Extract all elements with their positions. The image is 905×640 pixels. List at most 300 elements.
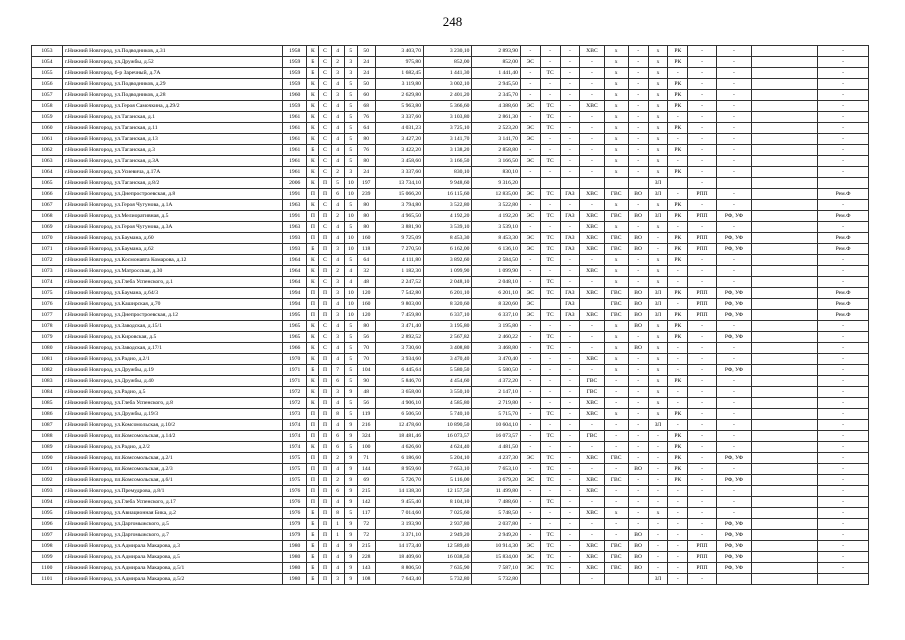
table-cell: - [560,398,580,409]
table-cell: - [688,530,717,541]
table-cell: х [648,277,668,288]
table-cell: - [668,398,688,409]
table-cell: - [668,222,688,233]
table-cell: 4 [331,497,344,508]
table-cell: - [628,442,648,453]
row-number-cell: 1069 [32,222,63,233]
table-cell [752,233,818,244]
table-cell: 50 [357,79,375,90]
table-cell: П [307,211,319,222]
table-cell: 8 453,30 [423,233,471,244]
table-cell: - [818,365,869,376]
table-cell: ХВС [580,486,604,497]
table-row [32,365,869,376]
table-cell: - [560,409,580,420]
table-cell: 1991 [283,189,307,200]
address-cell: г.Нижний Новгород, ул.Дружбы, д.19 [62,365,282,376]
table-cell: 3 892,60 [423,255,471,266]
table-cell: РПП [688,563,717,574]
table-cell: 80 [357,134,375,145]
table-cell: 2 719,80 [472,398,520,409]
table-cell: 10 [344,299,357,310]
table-cell: - [520,222,540,233]
table-cell: - [520,387,540,398]
table-cell: - [560,464,580,475]
address-cell: г.Нижний Новгород, ул.Даргомыжского, д.5 [62,519,282,530]
table-cell: 2 523,20 [472,123,520,134]
table-cell: х [648,200,668,211]
row-number-cell: 1100 [32,563,63,574]
table-cell [752,167,818,178]
table-cell: - [716,79,751,90]
table-cell: 10 [344,178,357,189]
table-cell: - [560,453,580,464]
table-cell: - [818,354,869,365]
table-cell: 3 141,70 [472,134,520,145]
table-cell: К [307,167,319,178]
table-cell: 2 247,52 [375,277,423,288]
table-cell: 7 542,80 [375,288,423,299]
table-cell: К [307,277,319,288]
table-cell: - [688,134,717,145]
table-cell: - [688,178,717,189]
table-cell: ХВС [580,288,604,299]
table-cell: - [668,365,688,376]
row-number-cell: 1056 [32,79,63,90]
table-cell: ТС [540,244,560,255]
table-cell: 1974 [283,442,307,453]
table-cell: - [716,68,751,79]
table-cell: - [628,266,648,277]
table-cell: 7 459,80 [375,310,423,321]
table-cell: 13 734,10 [375,178,423,189]
housing-register-table [31,45,869,585]
table-cell: ХВС [580,508,604,519]
table-cell: С [319,343,331,354]
table-cell: ГВС [604,233,628,244]
table-cell: 1980 [283,552,307,563]
table-cell: - [688,387,717,398]
table-cell: х [648,321,668,332]
table-cell: 1975 [283,475,307,486]
table-cell: - [628,409,648,420]
table-cell: 14 138,30 [375,486,423,497]
table-cell: 9 [344,420,357,431]
table-cell: 100 [357,442,375,453]
table-cell: 1959 [283,68,307,79]
table-cell: - [520,343,540,354]
table-row [32,211,869,222]
table-cell: 4 192,20 [472,211,520,222]
table-cell: 1959 [283,57,307,68]
table-cell: 4 372,20 [472,376,520,387]
address-cell: г.Нижний Новгород, ул.Таганская, д.3А [62,156,282,167]
table-cell: РК [668,90,688,101]
table-cell: 4 111,80 [375,255,423,266]
table-cell [752,354,818,365]
table-cell: - [540,57,560,68]
table-cell: - [668,497,688,508]
table-cell: РПП [688,310,717,321]
table-cell: х [648,79,668,90]
table-cell: - [580,123,604,134]
row-number-cell: 1062 [32,145,63,156]
table-cell: РПП [688,541,717,552]
table-cell: 9 [344,530,357,541]
table-cell: 1975 [283,464,307,475]
table-row [32,519,869,530]
table-cell: ХВС [580,211,604,222]
table-cell: 4 [344,266,357,277]
address-cell: г.Нижний Новгород, ул.Заводская, д.15/1 [62,321,282,332]
table-cell: РФ, УФ [716,365,751,376]
table-cell: х [604,354,628,365]
table-cell: Рем.Ф [818,189,869,200]
table-cell: 215 [357,486,375,497]
table-cell: - [668,266,688,277]
table-cell: РФ, УФ [716,541,751,552]
table-row [32,442,869,453]
table-cell: РК [668,464,688,475]
table-cell: С [319,112,331,123]
table-cell: х [648,508,668,519]
table-cell: - [628,200,648,211]
table-cell: - [540,354,560,365]
table-cell: - [716,167,751,178]
address-cell: г.Нижний Новгород, ул.Радио, д.2/1 [62,354,282,365]
row-number-cell: 1074 [32,277,63,288]
table-cell [752,211,818,222]
table-cell: - [818,200,869,211]
table-cell: - [628,255,648,266]
table-cell: ГАЗ [560,288,580,299]
address-cell: г.Нижний Новгород, ул.Героя Чугунова, д.1А [62,200,282,211]
table-cell: 4 [331,145,344,156]
table-cell: - [520,464,540,475]
table-cell: РК [668,244,688,255]
table-cell: ГВС [604,563,628,574]
table-cell: 197 [357,178,375,189]
table-cell: 4 [331,112,344,123]
table-cell: 4 [331,255,344,266]
address-cell: г.Нижний Новгород, ул.Подводников, д.31 [62,46,282,57]
table-cell: - [520,442,540,453]
table-cell: - [628,365,648,376]
table-cell: П [307,299,319,310]
table-cell [752,508,818,519]
table-cell: 7 270,50 [375,244,423,255]
table-cell: 6 506,50 [375,409,423,420]
table-cell: - [818,398,869,409]
table-cell: Рем.Ф [818,288,869,299]
table-cell: 3 195,80 [472,321,520,332]
table-cell: 6 201,10 [423,288,471,299]
table-cell: - [520,431,540,442]
table-cell: - [628,519,648,530]
table-cell: 76 [357,145,375,156]
table-cell: - [648,530,668,541]
table-cell: 1974 [283,420,307,431]
table-cell: - [716,343,751,354]
table-cell: - [688,145,717,156]
table-row [32,200,869,211]
table-cell: - [628,431,648,442]
table-cell [752,68,818,79]
table-cell: 4 [331,354,344,365]
table-cell: ГАЗ [560,244,580,255]
address-cell: г.Нижний Новгород, ул.Матросская, д.30 [62,266,282,277]
table-cell: х [604,57,628,68]
table-cell: 7 653,10 [423,464,471,475]
table-cell: - [604,398,628,409]
table-cell: 5 [344,101,357,112]
table-cell: 12 478,60 [375,420,423,431]
table-cell: 1961 [283,134,307,145]
table-cell: РПП [688,189,717,200]
table-cell: х [648,376,668,387]
table-cell: - [628,332,648,343]
table-cell: - [560,68,580,79]
table-cell: П [319,552,331,563]
table-cell: ТС [540,563,560,574]
table-cell: Рем.Ф [818,299,869,310]
table-cell: 1994 [283,299,307,310]
table-cell: РК [668,442,688,453]
table-cell: 1963 [283,222,307,233]
table-cell: П [319,431,331,442]
table-cell: 5 580,50 [423,365,471,376]
table-cell: Б [307,244,319,255]
table-cell: К [307,354,319,365]
table-cell: 3 522,80 [472,200,520,211]
table-cell: - [688,365,717,376]
table-cell: - [818,57,869,68]
table-cell: Б [307,552,319,563]
table-cell: ЭС [520,244,540,255]
table-cell: П [319,486,331,497]
table-cell: - [648,464,668,475]
table-cell: ХВС [580,475,604,486]
table-cell: - [668,563,688,574]
table-cell: П [307,233,319,244]
table-cell [752,244,818,255]
row-number-cell: 1089 [32,442,63,453]
table-cell: - [818,167,869,178]
table-cell: - [688,68,717,79]
table-cell: П [319,398,331,409]
table-cell: - [668,486,688,497]
table-cell: - [580,530,604,541]
table-cell: ТС [540,277,560,288]
table-cell: 6 [331,431,344,442]
table-cell: 3 794,80 [375,200,423,211]
table-cell: - [560,266,580,277]
table-cell: 5 [344,46,357,57]
table-cell: - [668,343,688,354]
table-row [32,145,869,156]
row-number-cell: 1072 [32,255,63,266]
table-cell: - [818,486,869,497]
table-cell: К [307,112,319,123]
table-cell: - [560,442,580,453]
table-cell: - [628,508,648,519]
table-cell: 8 959,60 [375,464,423,475]
table-cell: - [560,486,580,497]
table-cell: - [580,321,604,332]
table-cell: - [688,156,717,167]
table-row [32,486,869,497]
table-cell: - [560,497,580,508]
table-cell: - [688,266,717,277]
table-cell: К [307,266,319,277]
table-cell: 18 481,46 [375,431,423,442]
table-cell: - [648,442,668,453]
row-number-cell: 1080 [32,343,63,354]
table-cell: 9 [344,464,357,475]
row-number-cell: 1085 [32,398,63,409]
table-cell: 10 [344,189,357,200]
table-cell: - [560,167,580,178]
table-cell: ГАЗ [560,211,580,222]
table-cell [628,178,648,189]
address-cell: г.Нижний Новгород, ул.Подводников, д.28 [62,90,282,101]
table-cell: К [307,255,319,266]
table-cell: - [540,321,560,332]
table-cell: - [560,79,580,90]
table-cell: - [520,112,540,123]
table-cell: - [604,376,628,387]
table-cell: 5 [344,332,357,343]
table-cell: - [560,134,580,145]
table-cell: - [628,112,648,123]
table-cell: - [648,552,668,563]
table-cell: - [668,387,688,398]
table-cell: х [604,90,628,101]
table-cell: 2 [331,167,344,178]
table-cell: 4 [331,222,344,233]
row-number-cell: 1075 [32,288,63,299]
table-row [32,310,869,321]
table-cell: - [628,156,648,167]
table-cell: К [307,134,319,145]
table-cell: 120 [357,310,375,321]
table-cell: 69 [357,475,375,486]
table-cell: 24 [357,68,375,79]
table-cell: 1 099,90 [423,266,471,277]
table-cell: х [648,167,668,178]
table-cell [752,332,818,343]
table-cell: х [648,46,668,57]
table-cell [668,178,688,189]
table-row [32,508,869,519]
table-cell: - [628,486,648,497]
table-cell: 9 725,09 [375,233,423,244]
table-cell: 4 [331,563,344,574]
table-cell: - [688,57,717,68]
table-cell: 2 [331,266,344,277]
table-cell: - [668,541,688,552]
table-cell [752,299,818,310]
table-cell: 3 934,60 [375,354,423,365]
table-cell: 144 [357,464,375,475]
table-cell: ТС [540,464,560,475]
table-cell: К [307,123,319,134]
table-cell: 4 585,80 [423,398,471,409]
table-cell: ЭС [520,453,540,464]
table-cell: - [560,156,580,167]
table-cell: - [668,519,688,530]
table-cell: - [520,409,540,420]
table-cell: 4 192,20 [423,211,471,222]
table-cell: х [604,266,628,277]
table-cell: - [520,167,540,178]
table-cell: П [307,420,319,431]
table-cell: - [716,376,751,387]
table-cell: - [520,365,540,376]
table-cell: - [668,530,688,541]
table-cell: 3 408,80 [423,343,471,354]
table-cell: 10 [344,244,357,255]
table-cell: х [604,101,628,112]
row-number-cell: 1077 [32,310,63,321]
table-cell: ГВС [604,211,628,222]
table-cell: - [688,519,717,530]
table-cell: П [319,233,331,244]
table-cell: - [818,134,869,145]
table-cell: 4 906,10 [375,398,423,409]
table-cell: ХВС [580,244,604,255]
table-cell: 1 099,90 [472,266,520,277]
table-cell: ЭС [520,552,540,563]
table-cell: ТС [540,530,560,541]
table-cell [752,101,818,112]
table-cell: РК [668,376,688,387]
address-cell: г.Нижний Новгород, пл.Комсомольская, д.2/1 [62,453,282,464]
table-cell: - [818,156,869,167]
table-cell: 117 [357,508,375,519]
table-cell: РК [668,409,688,420]
table-cell: 2 584,50 [472,255,520,266]
table-cell: - [648,519,668,530]
table-cell [752,431,818,442]
address-cell: г.Нижний Новгород, ул.Днепростроевская, д.12 [62,310,282,321]
table-cell: - [688,101,717,112]
table-cell: Рем.Ф [818,211,869,222]
table-cell: РК [668,101,688,112]
table-cell: - [540,376,560,387]
table-cell: РФ, УФ [716,563,751,574]
table-cell: ГВС [604,244,628,255]
table-cell: - [818,541,869,552]
table-cell: РФ, УФ [716,530,751,541]
table-cell: 7 587,10 [472,563,520,574]
table-cell: - [688,222,717,233]
table-cell: - [520,519,540,530]
table-cell: П [307,475,319,486]
table-cell: 4 [331,541,344,552]
table-cell: - [580,420,604,431]
table-cell [752,530,818,541]
table-cell: 1979 [283,519,307,530]
table-cell: ГАЗ [560,310,580,321]
table-cell: 3 881,90 [375,222,423,233]
table-cell [752,255,818,266]
table-cell: 1961 [283,145,307,156]
table-cell: - [628,354,648,365]
table-cell: 5 [344,90,357,101]
table-cell: - [716,431,751,442]
table-cell: 71 [357,453,375,464]
